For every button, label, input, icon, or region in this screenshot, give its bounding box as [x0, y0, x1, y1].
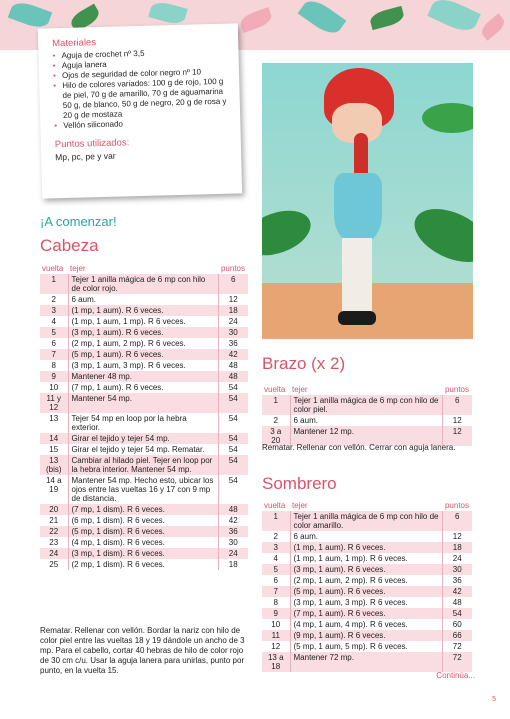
brazo-title: Brazo (x 2)	[262, 354, 346, 373]
instruction-cell: (5 mp, 1 aum). R 6 veces.	[290, 586, 442, 597]
material-item: • Aguja de crochet nº 3,5	[52, 47, 228, 62]
header-round: vuelta	[264, 385, 286, 394]
round-cell: 7	[40, 349, 68, 360]
stitches-cell: 30	[442, 564, 472, 575]
round-cell: 22	[40, 526, 68, 537]
stitches-cell: 54	[218, 433, 248, 444]
instruction-cell: (5 mp, 1 dism). R 6 veces.	[68, 526, 218, 537]
round-cell: 10	[271, 620, 281, 629]
instruction-cell: (2 mp, 1 aum, 2 mp). R 6 veces.	[290, 575, 442, 586]
round-cell: 14 a 19	[45, 476, 62, 494]
table-row	[40, 455, 248, 475]
stitches-cell: 66	[442, 630, 472, 641]
instruction-cell: (5 mp, 1 aum). R 6 veces.	[68, 349, 218, 360]
stitches-cell: 42	[442, 586, 472, 597]
table-row	[40, 274, 248, 294]
stitches-cell: 36	[218, 526, 248, 537]
round-cell: 11 y 12	[40, 393, 68, 413]
materials-list	[52, 47, 230, 132]
stitches-cell: 12	[442, 531, 472, 542]
cabeza-title: Cabeza	[40, 236, 99, 255]
instruction-cell: (7 mp, 1 aum). R 6 veces.	[290, 608, 442, 619]
table-row	[262, 553, 472, 564]
table-row	[262, 652, 472, 672]
table-row	[40, 537, 248, 548]
stitches-cell: 54	[442, 608, 472, 619]
continues-label: Continúa...	[436, 671, 475, 680]
table-row	[40, 444, 248, 455]
stitches-cell: 12	[442, 426, 472, 446]
table-row	[40, 360, 248, 371]
instruction-cell: (6 mp, 1 dism). R 6 veces.	[68, 515, 218, 526]
header-round: vuelta	[264, 501, 286, 510]
header-round: vuelta	[42, 264, 64, 273]
stitches-cell: 30	[218, 327, 248, 338]
instruction-cell: (1 mp, 1 aum). R 6 veces.	[68, 305, 218, 316]
instruction-cell: Tejer 1 anilla mágica de 6 mp con hilo de color amarillo.	[290, 511, 442, 531]
round-cell: 20	[40, 504, 68, 515]
header-stitches: puntos	[444, 501, 470, 510]
doll-photo	[262, 63, 473, 339]
points-text: Mp, pc, pe y var	[55, 150, 116, 163]
round-cell: 10	[49, 383, 59, 392]
round-cell: 13 a 18	[262, 652, 290, 672]
table-row	[40, 475, 248, 504]
round-cell: 6	[273, 576, 278, 585]
header-weave: tejer	[292, 501, 308, 510]
stitches-cell: 24	[442, 553, 472, 564]
instruction-cell: Tejer 1 anilla mágica de 6 mp con hilo de color rojo.	[68, 274, 218, 294]
instruction-cell: Girar el tejido y tejer 54 mp.	[68, 433, 218, 444]
instruction-cell: Tejer 54 mp en loop por la hebra exterior.	[68, 413, 218, 433]
round-cell: 2	[273, 532, 278, 541]
table-row	[262, 575, 472, 586]
header-stitches: puntos	[444, 385, 470, 394]
instruction-cell: (3 mp, 1 aum, 3 mp). R 6 veces.	[290, 597, 442, 608]
round-cell: 24	[40, 548, 68, 559]
table-row	[262, 630, 472, 641]
instruction-cell: (1 mp, 1 aum, 1 mp). R 6 veces.	[68, 316, 218, 327]
round-cell: 12	[271, 642, 281, 651]
round-cell: 8	[51, 361, 56, 370]
stitches-cell: 24	[218, 548, 248, 559]
stitches-cell: 6	[218, 274, 248, 294]
round-cell: 6	[51, 339, 56, 348]
stitches-cell: 54	[218, 444, 248, 455]
round-cell: 3	[40, 305, 68, 316]
stitches-cell: 18	[442, 542, 472, 553]
stitches-cell: 54	[218, 413, 248, 433]
instruction-cell: (2 mp, 1 aum, 2 mp). R 6 veces.	[68, 338, 218, 349]
instruction-cell: (1 mp, 1 aum, 1 mp). R 6 veces.	[290, 553, 442, 564]
brazo-footer: Rematar. Rellenar con vellón. Cerrar con aguja lanera.	[262, 443, 456, 452]
table-row	[40, 371, 248, 382]
stitches-cell: 42	[218, 349, 248, 360]
table-row	[262, 608, 472, 619]
round-cell: 11	[262, 630, 290, 641]
table-row	[40, 327, 248, 338]
points-title: Puntos utilizados:	[54, 137, 130, 151]
instruction-cell: (7 mp, 1 dism). R 6 veces.	[68, 504, 218, 515]
round-cell: 7	[262, 586, 290, 597]
header-weave: tejer	[70, 264, 86, 273]
table-row	[262, 597, 472, 608]
instruction-cell: Mantener 12 mp.	[290, 426, 442, 446]
material-item: • Vellón siliconado	[54, 117, 230, 132]
stitches-cell: 72	[442, 641, 472, 652]
round-cell: 3	[262, 542, 290, 553]
instruction-cell: (3 mp, 1 dism). R 6 veces.	[68, 548, 218, 559]
instruction-cell: (7 mp, 1 aum). R 6 veces.	[68, 382, 218, 393]
stitches-cell: 18	[218, 559, 248, 570]
round-cell: 5	[40, 327, 68, 338]
stitches-cell: 36	[218, 338, 248, 349]
instruction-cell: (3 mp, 1 aum, 3 mp). R 6 veces.	[68, 360, 218, 371]
material-item: • Aguja lanera	[53, 57, 229, 72]
stitches-cell: 12	[442, 415, 472, 426]
table-row	[40, 504, 248, 515]
table-row	[40, 338, 248, 349]
material-item: • Ojos de seguridad de color negro nº 10	[53, 67, 229, 82]
round-cell: 13	[49, 414, 59, 423]
instruction-cell: Mantener 48 mp.	[68, 371, 218, 382]
round-cell: 1	[262, 511, 290, 531]
round-cell: 23	[49, 538, 59, 547]
round-cell: 2	[51, 295, 56, 304]
stitches-cell: 54	[218, 382, 248, 393]
table-row	[40, 294, 248, 305]
stitches-cell: 48	[218, 371, 248, 382]
round-cell: 9	[262, 608, 290, 619]
instruction-cell: (2 mp, 1 dism). R 6 veces.	[68, 559, 218, 570]
table-row	[262, 542, 472, 553]
table-row	[40, 515, 248, 526]
stitches-cell: 18	[218, 305, 248, 316]
table-row	[40, 559, 248, 570]
stitches-cell: 54	[218, 455, 248, 475]
instruction-cell: 6 aum.	[290, 415, 442, 426]
stitches-cell: 6	[442, 395, 472, 415]
table-row	[40, 349, 248, 360]
start-heading: ¡A comenzar!	[40, 214, 117, 229]
round-cell: 14	[40, 433, 68, 444]
materials-title: Materiales	[52, 37, 97, 50]
instruction-cell: (1 mp, 1 aum). R 6 veces.	[290, 542, 442, 553]
instruction-cell: 6 aum.	[290, 531, 442, 542]
sombrero-title: Sombrero	[262, 474, 337, 493]
cabeza-footer: Rematar. Rellenar con vellón. Bordar la nariz con hilo de color piel entre las vueltas 18 y 19 dándole un ancho de 3 mp. Para el cabello, cortar 40 hebras de hilo de color rojo de 30 cm c/u. Usar la aguja lanera para unirlas, punto por punto, en la vuelta 15.	[40, 626, 245, 675]
table-row	[262, 531, 472, 542]
table-row	[40, 433, 248, 444]
header-stitches: puntos	[220, 264, 246, 273]
round-cell: 5	[262, 564, 290, 575]
sombrero-table	[262, 500, 472, 672]
header-weave: tejer	[292, 385, 308, 394]
round-cell: 25	[49, 560, 59, 569]
round-cell: 3 a 20	[262, 426, 290, 446]
instruction-cell: Mantener 72 mp.	[290, 652, 442, 672]
materials-card	[38, 23, 242, 198]
round-cell: 21	[49, 516, 59, 525]
instruction-cell: (9 mp, 1 aum). R 6 veces.	[290, 630, 442, 641]
page-number: 5	[492, 696, 496, 703]
instruction-cell: Mantener 54 mp.	[68, 393, 218, 413]
stitches-cell: 54	[218, 475, 248, 504]
instruction-cell: Tejer 1 anilla mágica de 6 mp con hilo de color piel.	[290, 395, 442, 415]
table-row	[262, 586, 472, 597]
round-cell: 8	[273, 598, 278, 607]
instruction-cell: (5 mp, 1 aum, 5 mp). R 6 veces.	[290, 641, 442, 652]
instruction-cell: Cambiar al hilado piel. Tejer en loop por la hebra interior. Mantener 54 mp.	[68, 455, 218, 475]
table-row	[262, 395, 472, 415]
stitches-cell: 48	[218, 504, 248, 515]
table-row	[262, 564, 472, 575]
instruction-cell: Girar el tejido y tejer 54 mp. Rematar.	[68, 444, 218, 455]
stitches-cell: 42	[218, 515, 248, 526]
stitches-cell: 48	[218, 360, 248, 371]
stitches-cell: 60	[442, 619, 472, 630]
instruction-cell: Mantener 54 mp. Hecho esto, ubicar los ojos entre las vueltas 16 y 17 con 9 mp de distancia.	[68, 475, 218, 504]
instruction-cell: (4 mp, 1 dism). R 6 veces.	[68, 537, 218, 548]
instruction-cell: 6 aum.	[68, 294, 218, 305]
round-cell: 15	[49, 445, 59, 454]
table-row	[40, 393, 248, 413]
round-cell: 4	[273, 554, 278, 563]
round-cell: 1	[40, 274, 68, 294]
table-row	[40, 382, 248, 393]
round-cell: 4	[51, 317, 56, 326]
instruction-cell: (4 mp, 1 aum, 4 mp). R 6 veces.	[290, 619, 442, 630]
stitches-cell: 36	[442, 575, 472, 586]
material-item: • Hilo de colores variados: 100 g de rojo, 100 g de piel, 70 g de amarillo, 70 g de aguamarina 50 g, de blanco, 50 g de negro, 20 g de rosa y 20 g de mostaza	[53, 77, 230, 122]
instruction-cell: (3 mp, 1 aum). R 6 veces.	[68, 327, 218, 338]
round-cell: 1	[262, 395, 290, 415]
table-row	[262, 415, 472, 426]
table-row	[40, 548, 248, 559]
table-row	[262, 619, 472, 630]
table-row	[262, 511, 472, 531]
stitches-cell: 30	[218, 537, 248, 548]
stitches-cell: 54	[218, 393, 248, 413]
round-cell: 13 (bis)	[40, 455, 68, 475]
stitches-cell: 6	[442, 511, 472, 531]
cabeza-table	[40, 263, 248, 570]
instruction-cell: (3 mp, 1 aum). R 6 veces.	[290, 564, 442, 575]
brazo-table	[262, 384, 472, 446]
round-cell: 9	[40, 371, 68, 382]
table-row	[40, 316, 248, 327]
stitches-cell: 72	[442, 652, 472, 672]
table-row	[40, 413, 248, 433]
table-row	[40, 305, 248, 316]
stitches-cell: 12	[218, 294, 248, 305]
stitches-cell: 48	[442, 597, 472, 608]
table-row	[262, 641, 472, 652]
stitches-cell: 24	[218, 316, 248, 327]
table-row	[40, 526, 248, 537]
round-cell: 2	[273, 416, 278, 425]
